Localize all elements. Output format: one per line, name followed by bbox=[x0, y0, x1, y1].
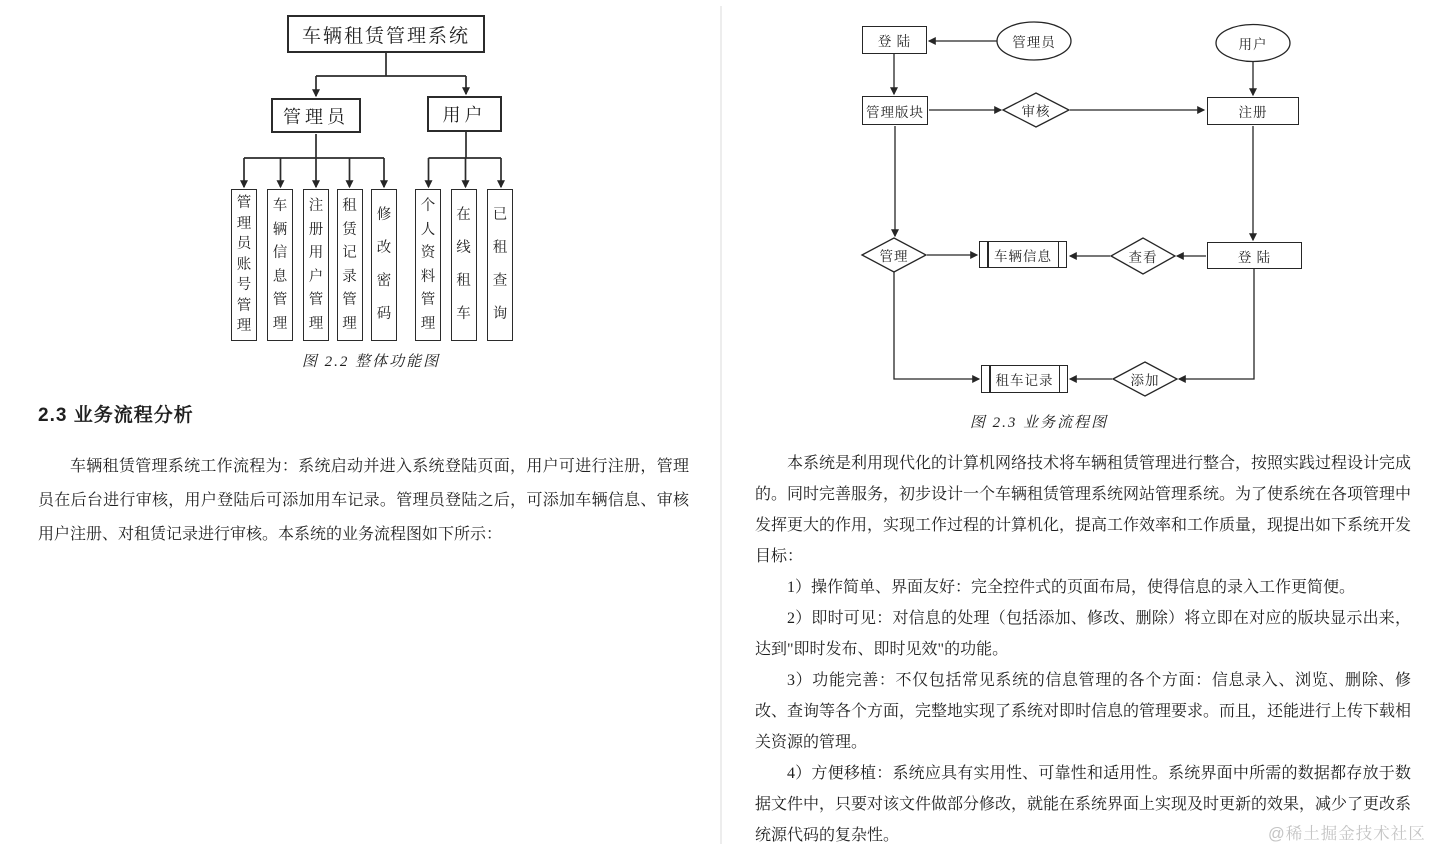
function-user-box: 用户 bbox=[427, 96, 502, 132]
function-box-admin-account: 管 理 员 账 号 管 理 bbox=[231, 189, 257, 341]
system-intro-paragraph: 本系统是利用现代化的计算机网络技术将车辆租赁管理进行整合，按照实践过程设计完成的。同时完善服务，初步设计一个车辆租赁管理系统网站管理系统。为了使系统在各项管理中发挥更大的作用，实现工作过程的计算机化，提高工作效率和工作质量，现提出如下系统开发目标： bbox=[755, 455, 1412, 565]
function-box-change-password: 修 改 密 码 bbox=[371, 189, 397, 341]
goal-item-3: 3）功能完善：不仅包括常见系统的信息管理的各个方面：信息录入、浏览、删除、修改、查询等各个方面，完整地实现了系统对即时信息的管理要求。而且，还能进行上传下载相关资源的管理。 bbox=[755, 672, 1412, 751]
function-root-box: 车辆租赁管理系统 bbox=[287, 15, 485, 53]
flow-actor-admin-label: 管理员 bbox=[1012, 35, 1056, 50]
flow-login-user-box: 登 陆 bbox=[1207, 242, 1302, 269]
function-admin-box: 管理员 bbox=[271, 98, 361, 133]
flow-view-label: 查看 bbox=[1128, 250, 1158, 265]
goal-item-4: 4）方便移植：系统应具有实用性、可靠性和适用性。系统界面中所需的数据都存放于数据文件中，只要对该文件做部分修改，就能在系统界面上实现及时更新的效果，减少了更改系统源代码的复杂性。 bbox=[755, 765, 1412, 844]
flow-vehicle-info-box: 车辆信息 bbox=[979, 241, 1067, 268]
juejin-watermark: @稀土掘金技术社区 bbox=[1268, 825, 1426, 843]
function-box-rented-query: 已 租 查 询 bbox=[487, 189, 513, 341]
function-box-vehicle-info: 车 辆 信 息 管 理 bbox=[267, 189, 293, 341]
function-box-online-rent: 在 线 租 车 bbox=[451, 189, 477, 341]
goal-item-1: 1）操作简单、界面友好：完全控件式的页面布局，使得信息的录入工作更简便。 bbox=[787, 579, 1356, 596]
flow-manage-label: 管理 bbox=[879, 249, 909, 264]
flow-review-label: 审核 bbox=[1021, 104, 1051, 119]
function-box-register-user: 注 册 用 户 管 理 bbox=[303, 189, 329, 341]
flowchart-shapes bbox=[862, 22, 1290, 396]
right-paragraph-block bbox=[755, 448, 1411, 850]
flow-login-admin-box: 登 陆 bbox=[862, 26, 927, 54]
flow-rental-record-box: 租车记录 bbox=[981, 365, 1068, 393]
flow-admin-panel-box: 管理版块 bbox=[862, 96, 928, 125]
flow-actor-user-label: 用户 bbox=[1238, 37, 1268, 52]
figure-2-2-caption: 图 2.2 整体功能图 bbox=[301, 354, 441, 370]
flowchart-edges bbox=[894, 41, 1254, 379]
workflow-paragraph: 车辆租赁管理系统工作流程为：系统启动并进入系统登陆页面，用户可进行注册，管理员在后台进行审核，用户登陆后可添加用车记录。管理员登陆之后，可添加车辆信息、审核用户注册、对租赁记录进行审核。本系统的业务流程图如下所示： bbox=[38, 458, 689, 543]
function-box-rental-record: 租 赁 记 录 管 理 bbox=[337, 189, 363, 341]
flow-add-label: 添加 bbox=[1130, 373, 1160, 388]
flow-register-box: 注册 bbox=[1207, 97, 1299, 125]
left-paragraph-block bbox=[38, 450, 689, 552]
section-heading: 2.3 业务流程分析 bbox=[38, 405, 194, 426]
figure-2-3-caption: 图 2.3 业务流程图 bbox=[969, 415, 1109, 431]
goal-item-2: 2）即时可见：对信息的处理（包括添加、修改、删除）将立即在对应的版块显示出来，达到"即时发布、即时见效"的功能。 bbox=[755, 610, 1411, 658]
function-box-profile: 个 人 资 料 管 理 bbox=[415, 189, 441, 341]
